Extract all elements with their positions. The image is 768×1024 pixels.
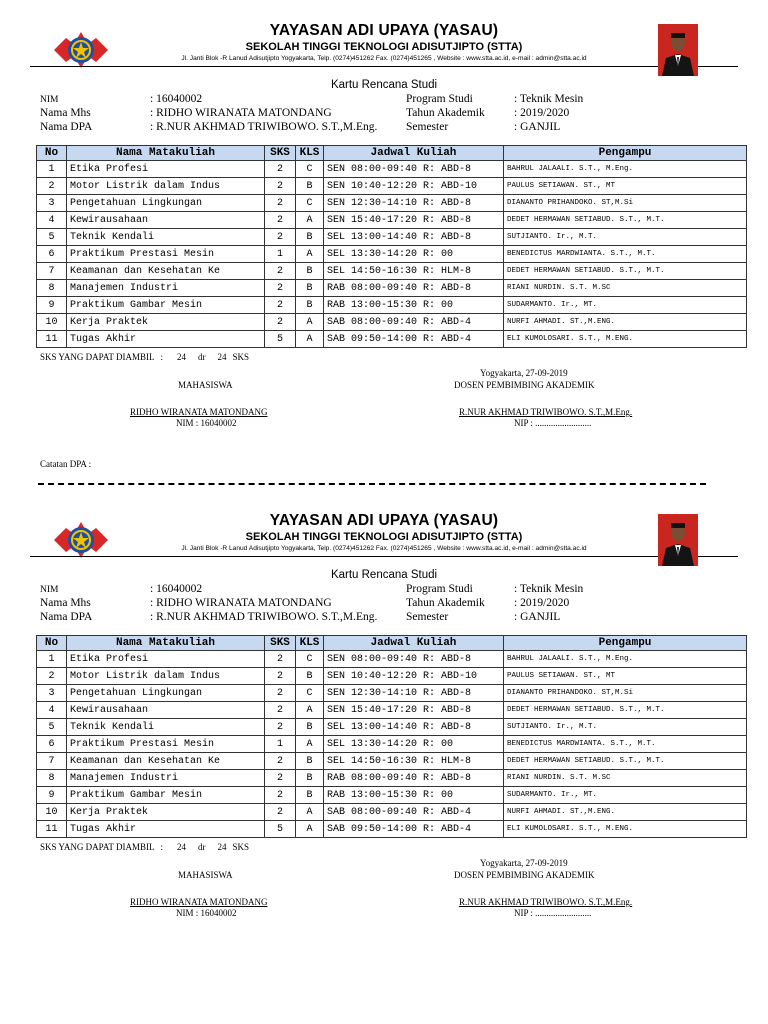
table-body xyxy=(37,651,747,838)
table-body xyxy=(37,161,747,348)
prodi-value: : Teknik Mesin xyxy=(514,583,584,595)
cell-matakuliah: Kewirausahaan xyxy=(67,702,265,719)
cell-pengampu: BENEDICTUS MARDWIANTA. S.T., M.T. xyxy=(504,736,747,753)
cell-sks: 2 xyxy=(265,787,296,804)
header-address: Jl. Janti Blok -R Lanud Adisutjipto Yogyakarta, Telp. (0274)451262 Fax. (0274)451265 , Website : www.stta.ac.id, e-mail : admin@stta.ac.id xyxy=(181,545,587,552)
tahun-value: : 2019/2020 xyxy=(514,597,570,609)
cell-sks: 2 xyxy=(265,263,296,280)
sks-dr: dr xyxy=(197,842,206,852)
nama-label: Nama Mhs xyxy=(40,107,91,119)
dpa-name: R.NUR AKHMAD TRIWIBOWO. S.T.,M.Eng. xyxy=(459,407,633,417)
cell-matakuliah: Etika Profesi xyxy=(67,651,265,668)
dosen-label: DOSEN PEMBIMBING AKADEMIK xyxy=(454,380,595,390)
table-row xyxy=(37,161,747,178)
cell-no: 6 xyxy=(37,736,67,753)
cell-no: 4 xyxy=(37,212,67,229)
table-row xyxy=(37,753,747,770)
cell-no: 4 xyxy=(37,702,67,719)
cell-matakuliah: Kewirausahaan xyxy=(67,212,265,229)
course-table xyxy=(36,635,747,838)
student-photo-icon xyxy=(658,514,698,566)
nim-value: : 16040002 xyxy=(150,93,203,105)
header-rule xyxy=(30,66,738,67)
cell-jadwal: SEL 13:30-14:20 R: 00 xyxy=(324,246,504,263)
cell-sks: 5 xyxy=(265,821,296,838)
prodi-label: Program Studi xyxy=(406,583,473,595)
cell-no: 3 xyxy=(37,195,67,212)
cell-pengampu: SUTJIANTO. Ir., M.T. xyxy=(504,719,747,736)
cell-jadwal: SEN 12:30-14:10 R: ABD-8 xyxy=(324,685,504,702)
table-row xyxy=(37,787,747,804)
cell-matakuliah: Praktikum Prestasi Mesin xyxy=(67,736,265,753)
table-row xyxy=(37,821,747,838)
nim-value: : 16040002 xyxy=(150,583,203,595)
table-row xyxy=(37,736,747,753)
cell-kls: B xyxy=(296,297,324,314)
student-name: RIDHO WIRANATA MATONDANG xyxy=(130,897,268,907)
cell-pengampu: NURFI AHMADI. ST.,M.ENG. xyxy=(504,804,747,821)
cell-sks: 1 xyxy=(265,736,296,753)
col-header-sks: SKS xyxy=(265,636,296,651)
cell-pengampu: BAHRUL JALAALI. S.T., M.Eng. xyxy=(504,651,747,668)
cell-kls: A xyxy=(296,212,324,229)
cell-kls: A xyxy=(296,246,324,263)
cell-sks: 2 xyxy=(265,178,296,195)
cell-kls: B xyxy=(296,280,324,297)
table-row xyxy=(37,331,747,348)
cell-kls: B xyxy=(296,229,324,246)
course-table xyxy=(36,145,747,348)
cell-pengampu: DIANANTO PRIHANDOKO. ST,M.Si xyxy=(504,195,747,212)
cell-kls: B xyxy=(296,178,324,195)
cell-sks: 2 xyxy=(265,770,296,787)
cell-sks: 2 xyxy=(265,668,296,685)
cell-sks: 2 xyxy=(265,719,296,736)
cell-kls: C xyxy=(296,685,324,702)
tahun-value: : 2019/2020 xyxy=(514,107,570,119)
cell-pengampu: BAHRUL JALAALI. S.T., M.Eng. xyxy=(504,161,747,178)
prodi-value: : Teknik Mesin xyxy=(514,93,584,105)
cell-pengampu: PAULUS SETIAWAN. ST., MT xyxy=(504,178,747,195)
cell-sks: 2 xyxy=(265,685,296,702)
cell-jadwal: SEL 13:00-14:40 R: ABD-8 xyxy=(324,229,504,246)
cell-matakuliah: Teknik Kendali xyxy=(67,229,265,246)
cell-kls: C xyxy=(296,161,324,178)
cell-kls: A xyxy=(296,702,324,719)
table-row xyxy=(37,297,747,314)
tahun-label: Tahun Akademik xyxy=(406,597,485,609)
table-row xyxy=(37,263,747,280)
dpa-label: Nama DPA xyxy=(40,611,93,623)
cell-matakuliah: Praktikum Gambar Mesin xyxy=(67,297,265,314)
cell-pengampu: SUDARMANTO. Ir., MT. xyxy=(504,297,747,314)
col-header-jadwal: Jadwal Kuliah xyxy=(324,636,504,651)
dpa-nip: NIP : ......................... xyxy=(514,908,592,918)
table-row xyxy=(37,229,747,246)
catatan-dpa: Catatan DPA : xyxy=(40,459,92,469)
tahun-label: Tahun Akademik xyxy=(406,107,485,119)
cell-jadwal: RAB 13:00-15:30 R: 00 xyxy=(324,787,504,804)
cell-no: 1 xyxy=(37,651,67,668)
cell-no: 2 xyxy=(37,178,67,195)
place-date: Yogyakarta, 27-09-2019 xyxy=(480,368,568,378)
cell-jadwal: SEL 13:30-14:20 R: 00 xyxy=(324,736,504,753)
cell-matakuliah: Praktikum Prestasi Mesin xyxy=(67,246,265,263)
cell-pengampu: RIANI NURDIN. S.T. M.SC xyxy=(504,770,747,787)
cell-sks: 1 xyxy=(265,246,296,263)
student-nim: NIM : 16040002 xyxy=(176,418,237,428)
cell-jadwal: SEN 08:00-09:40 R: ABD-8 xyxy=(324,161,504,178)
mahasiswa-label: MAHASISWA xyxy=(178,870,233,880)
col-header-no: No xyxy=(37,636,67,651)
cell-matakuliah: Praktikum Gambar Mesin xyxy=(67,787,265,804)
col-header-sks: SKS xyxy=(265,146,296,161)
cell-no: 1 xyxy=(37,161,67,178)
cell-pengampu: BENEDICTUS MARDWIANTA. S.T., M.T. xyxy=(504,246,747,263)
cell-no: 3 xyxy=(37,685,67,702)
cell-pengampu: SUDARMANTO. Ir., MT. xyxy=(504,787,747,804)
sks-taken: 24 xyxy=(176,842,186,852)
header-subtitle: SEKOLAH TINGGI TEKNOLOGI ADISUTJIPTO (STTA) xyxy=(245,41,523,53)
cell-kls: B xyxy=(296,753,324,770)
sks-label: SKS YANG DAPAT DIAMBIL xyxy=(40,352,155,362)
cell-jadwal: SEN 12:30-14:10 R: ABD-8 xyxy=(324,195,504,212)
doc-title: Kartu Rencana Studi xyxy=(330,569,438,581)
sks-summary xyxy=(40,352,255,362)
nama-value: : RIDHO WIRANATA MATONDANG xyxy=(150,597,332,609)
cell-no: 7 xyxy=(37,263,67,280)
cell-matakuliah: Manajemen Industri xyxy=(67,280,265,297)
cell-jadwal: RAB 13:00-15:30 R: 00 xyxy=(324,297,504,314)
nim-label: NIM xyxy=(40,585,59,595)
cell-sks: 2 xyxy=(265,229,296,246)
cell-no: 8 xyxy=(37,770,67,787)
cell-no: 10 xyxy=(37,804,67,821)
cell-jadwal: SAB 08:00-09:40 R: ABD-4 xyxy=(324,314,504,331)
cell-matakuliah: Etika Profesi xyxy=(67,161,265,178)
semester-label: Semester xyxy=(406,611,449,623)
cell-sks: 5 xyxy=(265,331,296,348)
cell-pengampu: DEDET HERMAWAN SETIABUD. S.T., M.T. xyxy=(504,263,747,280)
cell-jadwal: SEN 15:40-17:20 R: ABD-8 xyxy=(324,212,504,229)
table-row xyxy=(37,178,747,195)
place-date: Yogyakarta, 27-09-2019 xyxy=(480,858,568,868)
cell-kls: B xyxy=(296,787,324,804)
sks-unit: SKS xyxy=(232,842,249,852)
sks-unit: SKS xyxy=(232,352,249,362)
header-address: Jl. Janti Blok -R Lanud Adisutjipto Yogyakarta, Telp. (0274)451262 Fax. (0274)451265 , Website : www.stta.ac.id, e-mail : admin@stta.ac.id xyxy=(181,55,587,62)
table-row xyxy=(37,195,747,212)
dpa-label: Nama DPA xyxy=(40,121,93,133)
krs-sheet-1 xyxy=(0,0,768,500)
student-photo-icon xyxy=(658,24,698,76)
table-header-row xyxy=(37,146,747,161)
table-row xyxy=(37,804,747,821)
header-title: YAYASAN ADI UPAYA (YASAU) xyxy=(269,22,499,39)
cell-pengampu: NURFI AHMADI. ST.,M.ENG. xyxy=(504,314,747,331)
table-row xyxy=(37,770,747,787)
table-row xyxy=(37,314,747,331)
cell-sks: 2 xyxy=(265,804,296,821)
table-row xyxy=(37,702,747,719)
cell-sks: 2 xyxy=(265,297,296,314)
nama-value: : RIDHO WIRANATA MATONDANG xyxy=(150,107,332,119)
prodi-label: Program Studi xyxy=(406,93,473,105)
cell-matakuliah: Kerja Praktek xyxy=(67,314,265,331)
sks-summary xyxy=(40,842,255,852)
table-row xyxy=(37,280,747,297)
col-header-kls: KLS xyxy=(296,636,324,651)
cell-kls: A xyxy=(296,804,324,821)
cell-sks: 2 xyxy=(265,702,296,719)
cell-kls: A xyxy=(296,314,324,331)
cell-matakuliah: Tugas Akhir xyxy=(67,331,265,348)
cell-sks: 2 xyxy=(265,280,296,297)
cell-matakuliah: Motor Listrik dalam Indus xyxy=(67,178,265,195)
dpa-value: : R.NUR AKHMAD TRIWIBOWO. S.T.,M.Eng. xyxy=(150,611,378,623)
mahasiswa-label: MAHASISWA xyxy=(178,380,233,390)
cell-matakuliah: Keamanan dan Kesehatan Ke xyxy=(67,263,265,280)
semester-value: : GANJIL xyxy=(514,611,561,623)
cell-jadwal: RAB 08:00-09:40 R: ABD-8 xyxy=(324,770,504,787)
cell-no: 9 xyxy=(37,297,67,314)
sks-colon: : xyxy=(160,842,163,852)
nama-label: Nama Mhs xyxy=(40,597,91,609)
cell-no: 5 xyxy=(37,229,67,246)
table-row xyxy=(37,668,747,685)
table-row xyxy=(37,685,747,702)
cell-no: 10 xyxy=(37,314,67,331)
cell-sks: 2 xyxy=(265,651,296,668)
sks-label: SKS YANG DAPAT DIAMBIL xyxy=(40,842,155,852)
cell-pengampu: PAULUS SETIAWAN. ST., MT xyxy=(504,668,747,685)
dosen-label: DOSEN PEMBIMBING AKADEMIK xyxy=(454,870,595,880)
col-header-matakuliah: Nama Matakuliah xyxy=(67,146,265,161)
nim-label: NIM xyxy=(40,95,59,105)
cell-no: 11 xyxy=(37,331,67,348)
cell-jadwal: SAB 08:00-09:40 R: ABD-4 xyxy=(324,804,504,821)
table-row xyxy=(37,719,747,736)
cell-sks: 2 xyxy=(265,314,296,331)
cell-jadwal: SEN 08:00-09:40 R: ABD-8 xyxy=(324,651,504,668)
cell-matakuliah: Pengetahuan Lingkungan xyxy=(67,685,265,702)
cell-kls: C xyxy=(296,195,324,212)
cell-kls: C xyxy=(296,651,324,668)
cell-pengampu: RIANI NURDIN. S.T. M.SC xyxy=(504,280,747,297)
doc-title: Kartu Rencana Studi xyxy=(330,79,438,91)
cell-jadwal: SEL 14:50-16:30 R: HLM-8 xyxy=(324,263,504,280)
cell-jadwal: SEL 14:50-16:30 R: HLM-8 xyxy=(324,753,504,770)
cell-matakuliah: Keamanan dan Kesehatan Ke xyxy=(67,753,265,770)
cell-no: 11 xyxy=(37,821,67,838)
cell-matakuliah: Kerja Praktek xyxy=(67,804,265,821)
dpa-name: R.NUR AKHMAD TRIWIBOWO. S.T.,M.Eng. xyxy=(459,897,633,907)
cell-jadwal: SEN 10:40-12:20 R: ABD-10 xyxy=(324,178,504,195)
student-nim: NIM : 16040002 xyxy=(176,908,237,918)
cell-matakuliah: Manajemen Industri xyxy=(67,770,265,787)
cell-jadwal: SEN 15:40-17:20 R: ABD-8 xyxy=(324,702,504,719)
header-title: YAYASAN ADI UPAYA (YASAU) xyxy=(269,512,499,529)
cell-jadwal: SEN 10:40-12:20 R: ABD-10 xyxy=(324,668,504,685)
cell-pengampu: DIANANTO PRIHANDOKO. ST,M.Si xyxy=(504,685,747,702)
cell-pengampu: DEDET HERMAWAN SETIABUD. S.T., M.T. xyxy=(504,753,747,770)
cell-pengampu: DEDET HERMAWAN SETIABUD. S.T., M.T. xyxy=(504,212,747,229)
cell-kls: B xyxy=(296,263,324,280)
col-header-kls: KLS xyxy=(296,146,324,161)
dpa-nip: NIP : ......................... xyxy=(514,418,592,428)
cell-no: 8 xyxy=(37,280,67,297)
table-row xyxy=(37,246,747,263)
cell-kls: B xyxy=(296,719,324,736)
semester-value: : GANJIL xyxy=(514,121,561,133)
cell-no: 2 xyxy=(37,668,67,685)
cell-jadwal: SEL 13:00-14:40 R: ABD-8 xyxy=(324,719,504,736)
cell-pengampu: ELI KUMOLOSARI. S.T., M.ENG. xyxy=(504,821,747,838)
cell-matakuliah: Tugas Akhir xyxy=(67,821,265,838)
student-name: RIDHO WIRANATA MATONDANG xyxy=(130,407,268,417)
cell-kls: B xyxy=(296,770,324,787)
sks-dr: dr xyxy=(197,352,206,362)
cell-pengampu: SUTJIANTO. Ir., M.T. xyxy=(504,229,747,246)
cell-sks: 2 xyxy=(265,161,296,178)
cell-matakuliah: Motor Listrik dalam Indus xyxy=(67,668,265,685)
table-row xyxy=(37,212,747,229)
krs-sheet-2 xyxy=(0,490,768,990)
cell-no: 9 xyxy=(37,787,67,804)
cell-kls: A xyxy=(296,331,324,348)
header-rule xyxy=(30,556,738,557)
dpa-value: : R.NUR AKHMAD TRIWIBOWO. S.T.,M.Eng. xyxy=(150,121,378,133)
header-subtitle: SEKOLAH TINGGI TEKNOLOGI ADISUTJIPTO (STTA) xyxy=(245,531,523,543)
col-header-jadwal: Jadwal Kuliah xyxy=(324,146,504,161)
cell-kls: A xyxy=(296,821,324,838)
sks-max: 24 xyxy=(217,842,227,852)
cell-pengampu: DEDET HERMAWAN SETIABUD. S.T., M.T. xyxy=(504,702,747,719)
cell-no: 6 xyxy=(37,246,67,263)
cell-sks: 2 xyxy=(265,753,296,770)
cell-pengampu: ELI KUMOLOSARI. S.T., M.ENG. xyxy=(504,331,747,348)
cell-kls: B xyxy=(296,668,324,685)
cell-jadwal: RAB 08:00-09:40 R: ABD-8 xyxy=(324,280,504,297)
table-row xyxy=(37,651,747,668)
sks-max: 24 xyxy=(217,352,227,362)
cell-jadwal: SAB 09:50-14:00 R: ABD-4 xyxy=(324,331,504,348)
cell-matakuliah: Pengetahuan Lingkungan xyxy=(67,195,265,212)
cell-jadwal: SAB 09:50-14:00 R: ABD-4 xyxy=(324,821,504,838)
sks-colon: : xyxy=(160,352,163,362)
cell-sks: 2 xyxy=(265,195,296,212)
col-header-no: No xyxy=(37,146,67,161)
cell-matakuliah: Teknik Kendali xyxy=(67,719,265,736)
cell-no: 7 xyxy=(37,753,67,770)
col-header-pengampu: Pengampu xyxy=(504,146,747,161)
semester-label: Semester xyxy=(406,121,449,133)
col-header-pengampu: Pengampu xyxy=(504,636,747,651)
cell-no: 5 xyxy=(37,719,67,736)
cell-sks: 2 xyxy=(265,212,296,229)
col-header-matakuliah: Nama Matakuliah xyxy=(67,636,265,651)
cell-kls: A xyxy=(296,736,324,753)
sks-taken: 24 xyxy=(176,352,186,362)
table-header-row xyxy=(37,636,747,651)
